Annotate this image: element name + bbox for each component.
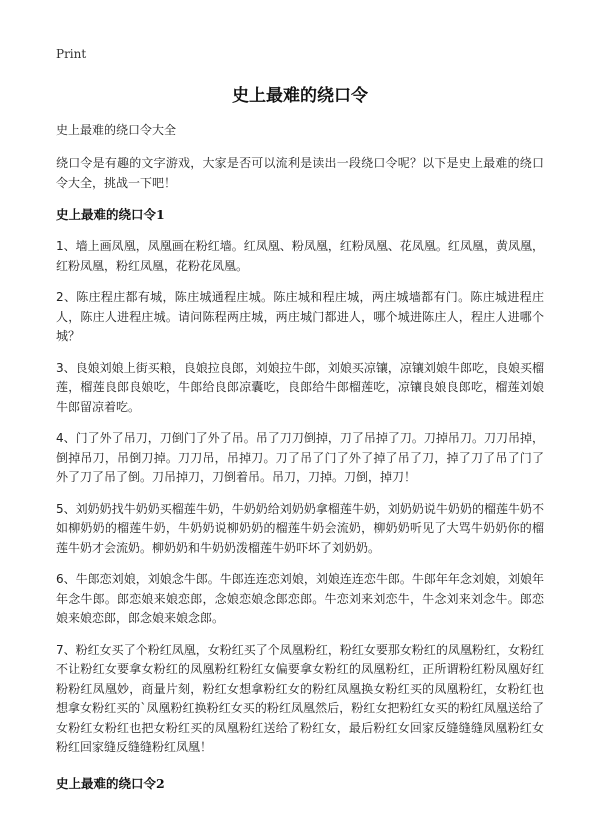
tongue-twister-1: 1、墙上画凤凰，凤凰画在粉红墙。红凤凰、粉凤凰，红粉凤凰、花凤凰。红凤凰，黄凤凰，红粉凤凰，粉红凤凰，花粉花凤凰。 <box>56 239 544 273</box>
section-heading-1: 史上最难的绕口令1 <box>56 207 165 222</box>
article-subtitle: 史上最难的绕口令大全 <box>56 123 177 137</box>
tongue-twister-2: 2、陈庄程庄都有城，陈庄城通程庄城。陈庄城和程庄城，两庄城墙都有门。陈庄城进程庄人，陈庄人进程庄城。请问陈程两庄城，两庄城门都进人，哪个城进陈庄人，程庄人进哪个城？ <box>56 290 544 343</box>
tongue-twister-3: 3、良娘刘娘上街买粮，良娘拉良郎，刘娘拉牛郎，刘娘买凉镶，凉镶刘娘牛郎吃，良娘买榴莲，榴莲良郎良娘吃，牛郎给良郎凉囊吃，良郎给牛郎榴莲吃，凉镶良娘良郎吃，榴莲刘娘牛郎留凉着吃。 <box>56 360 544 414</box>
section-heading-2: 史上最难的绕口令2 <box>56 775 165 791</box>
intro-paragraph: 绕口令是有趣的文字游戏，大家是否可以流利是读出一段绕口令呢？以下是史上最难的绕口令大全，挑战一下吧！ <box>56 156 544 190</box>
print-link[interactable]: Print <box>56 47 87 61</box>
tongue-twister-6: 6、牛郎恋刘娘，刘娘念牛郎。牛郎连连恋刘娘，刘娘连连恋牛郎。牛郎年年念刘娘，刘娘年年念牛郎。郎恋娘来娘恋郎，念娘恋娘念郎恋郎。牛恋刘来刘恋牛，牛念刘来刘念牛。郎恋娘来娘恋郎，郎念娘来娘念郎。 <box>56 572 544 625</box>
tongue-twister-5: 5、刘奶奶找牛奶奶买榴莲牛奶，牛奶奶给刘奶奶拿榴莲牛奶，刘奶奶说牛奶奶的榴莲牛奶不如柳奶奶的榴莲牛奶，牛奶奶说柳奶奶的榴莲牛奶会流奶，柳奶奶听见了大骂牛奶奶你的榴莲牛奶才会流奶。柳奶奶和牛奶奶泼榴莲牛奶吓坏了刘奶奶。 <box>56 501 544 555</box>
tongue-twister-4: 4、门了外了吊刀，刀倒门了外了吊。吊了刀刀倒掉，刀了吊掉了刀。刀掉吊刀。刀刀吊掉，倒掉吊刀，吊倒刀掉。刀刀吊，吊掉刀。刀了吊了门了外了掉了吊了刀，掉了刀了吊了门了外了刀了吊了倒。刀吊掉刀，刀倒着吊。吊刀，刀掉。刀倒，掉刀！ <box>56 431 544 484</box>
article-body <box>56 121 544 806</box>
page-title: 史上最难的绕口令 <box>232 86 368 106</box>
tongue-twister-7: 7、粉红女买了个粉红凤凰，女粉红买了个凤凰粉红，粉红女要那女粉红的凤凰粉红，女粉红不让粉红女要拿女粉红的凤凰粉红粉红女偏要拿女粉红的凤凰粉红，正所谓粉红粉凤凰好红粉粉红凤凰妙，商量片刻，粉红女想拿粉红女的粉红凤凰换女粉红买的凤凰粉红，女粉红也想拿女粉红买的`凤凰粉红换粉红女买的粉红凤凰然后，粉红女把粉红女买的粉红凤凰送给了女粉红女粉红也把女粉红买的凤凰粉红送给了粉红女，最后粉红女回家反缝缝缝凤凰粉红女粉红回家缝反缝缝粉红凤凰！ <box>56 642 544 754</box>
